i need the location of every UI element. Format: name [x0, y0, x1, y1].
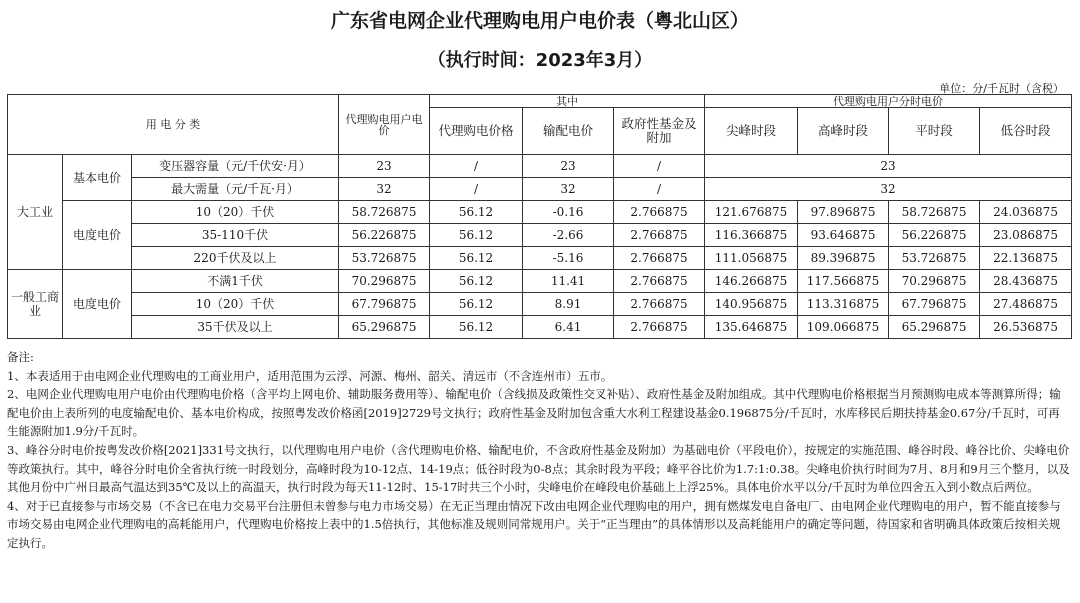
- page-subtitle: （执行时间：2023年3月）: [427, 50, 653, 71]
- header-high: 高峰时段: [798, 108, 889, 155]
- table-row: [8, 270, 1072, 293]
- header-flat: 平时段: [889, 108, 980, 155]
- row-label: 220千伏及以上: [132, 247, 339, 270]
- cell-purchase: 56.12: [430, 316, 523, 339]
- cell-valley: 27.486875: [980, 293, 1072, 316]
- cell-trans: 8.91: [523, 293, 614, 316]
- cell-peak: 116.366875: [705, 224, 798, 247]
- cell-trans: -2.66: [523, 224, 614, 247]
- group-energy-price-general: 电度电价: [63, 270, 132, 339]
- header-among: 其中: [430, 95, 705, 108]
- page-title: 广东省电网企业代理购电用户电价表（粤北山区）: [330, 10, 749, 32]
- cell-peak: 111.056875: [705, 247, 798, 270]
- group-general: 一般工商业: [8, 270, 63, 339]
- cell-agent: 23: [339, 155, 430, 178]
- cell-agent: 67.796875: [339, 293, 430, 316]
- cell-valley: 24.036875: [980, 201, 1072, 224]
- row-label: 最大需量（元/千瓦·月）: [132, 178, 339, 201]
- table-row: [8, 316, 1072, 339]
- note-item: 1、本表适用于由电网企业代理购电的工商业用户，适用范围为云浮、河源、梅州、韶关、清远市（不含连州市）五市。: [7, 368, 613, 383]
- cell-fund: /: [614, 155, 705, 178]
- header-valley: 低谷时段: [980, 108, 1072, 155]
- header-agent-price: 代理购电用户电价: [339, 95, 430, 155]
- note-item: 4、对于已直接参与市场交易（不含已在电力交易平台注册但未曾参与电力市场交易）在无正当理由情况下改由电网企业代理购电的用户，拥有燃煤发电自备电厂、由电网企业代理购电的用户，暂不能直接参与市场交易由电网企业代理购电的高耗能用户，代理购电价格按上表中的1.5倍执行，其他标准及规则同常规用户。关于“正当理由”的具体情形以及高耗能用户的确定等问题，待国家和省明确具体政策后按相关规定执行。: [7, 498, 1061, 550]
- table-row: [8, 224, 1072, 247]
- row-label: 35千伏及以上: [132, 316, 339, 339]
- cell-peak: 146.266875: [705, 270, 798, 293]
- cell-peak: 121.676875: [705, 201, 798, 224]
- cell-agent: 32: [339, 178, 430, 201]
- table-row: [8, 247, 1072, 270]
- cell-high: 89.396875: [798, 247, 889, 270]
- notes-section: [7, 348, 1071, 553]
- cell-purchase: /: [430, 178, 523, 201]
- header-peak: 尖峰时段: [705, 108, 798, 155]
- cell-trans: 23: [523, 155, 614, 178]
- table-row: [8, 178, 1072, 201]
- note-item: 2、电网企业代理购电用户电价由代理购电价格（含平均上网电价、辅助服务费用等）、输配电价（含线损及政策性交叉补贴）、政府性基金及附加组成。其中代理购电价格根据当月预测购电成本等测算所得；输配电价由上表所列的电度输配电价、基本电价构成，按照粤发改价格函[2019]2729号文执行；政府性基金及附加包含重大水利工程建设基金0.196875分/千瓦时，水库移民后期扶持基金0.67分/千瓦时，可再生能源附加1.9分/千瓦时。: [7, 387, 1061, 439]
- cell-high: 109.066875: [798, 316, 889, 339]
- cell-high: 117.566875: [798, 270, 889, 293]
- cell-trans: 11.41: [523, 270, 614, 293]
- cell-valley: 28.436875: [980, 270, 1072, 293]
- header-transmission-price: 输配电价: [523, 108, 614, 155]
- header-agent-purchase-price: 代理购电价格: [430, 108, 523, 155]
- cell-purchase: 56.12: [430, 201, 523, 224]
- cell-purchase: /: [430, 155, 523, 178]
- cell-flat: 58.726875: [889, 201, 980, 224]
- table-row: [8, 201, 1072, 224]
- table-row: [8, 155, 1072, 178]
- cell-valley: 26.536875: [980, 316, 1072, 339]
- cell-flat: 53.726875: [889, 247, 980, 270]
- note-item: 3、峰谷分时电价按粤发改价格[2021]331号文执行，以代理购电用户电价（含代理购电价格、输配电价，不含政府性基金及附加）为基础电价（平段电价），按规定的实施范围、峰谷时段、峰谷比价、尖峰电价等政策执行。其中，峰谷分时电价全省执行统一时段划分，高峰时段为10-12点、14-19点；低谷时段为0-8点；其余时段为平段；峰平谷比价为1.7:1:0.38。尖峰电价执行时间为7月、8月和9月三个整月，以及其他月份中广州日最高气温达到35℃及以上的高温天，执行时段为每天11-12时、15-17时共三个小时，尖峰电价在峰段电价基础上上浮25%。具体电价水平以分/千瓦时为单位四舍五入到小数点后两位。: [7, 442, 1070, 495]
- cell-purchase: 56.12: [430, 293, 523, 316]
- cell-trans: 32: [523, 178, 614, 201]
- cell-fund: 2.766875: [614, 201, 705, 224]
- cell-high: 113.316875: [798, 293, 889, 316]
- cell-agent: 58.726875: [339, 201, 430, 224]
- cell-valley: 22.136875: [980, 247, 1072, 270]
- cell-agent: 56.226875: [339, 224, 430, 247]
- cell-high: 97.896875: [798, 201, 889, 224]
- cell-valley: 23.086875: [980, 224, 1072, 247]
- cell-tou: 23: [705, 155, 1072, 178]
- cell-peak: 140.956875: [705, 293, 798, 316]
- row-label: 不满1千伏: [132, 270, 339, 293]
- cell-flat: 67.796875: [889, 293, 980, 316]
- row-label: 变压器容量（元/千伏安·月）: [132, 155, 339, 178]
- cell-fund: 2.766875: [614, 293, 705, 316]
- cell-fund: 2.766875: [614, 247, 705, 270]
- cell-flat: 70.296875: [889, 270, 980, 293]
- cell-trans: -5.16: [523, 247, 614, 270]
- cell-flat: 56.226875: [889, 224, 980, 247]
- cell-agent: 53.726875: [339, 247, 430, 270]
- cell-fund: /: [614, 178, 705, 201]
- cell-agent: 70.296875: [339, 270, 430, 293]
- cell-purchase: 56.12: [430, 270, 523, 293]
- cell-flat: 65.296875: [889, 316, 980, 339]
- cell-fund: 2.766875: [614, 316, 705, 339]
- cell-peak: 135.646875: [705, 316, 798, 339]
- price-table: [7, 94, 1072, 339]
- row-label: 10（20）千伏: [132, 201, 339, 224]
- table-row: [8, 293, 1072, 316]
- cell-trans: -0.16: [523, 201, 614, 224]
- group-large-industry: 大工业: [8, 155, 63, 270]
- cell-trans: 6.41: [523, 316, 614, 339]
- cell-purchase: 56.12: [430, 247, 523, 270]
- unit-note: 单位：分/千瓦时（含税）: [939, 82, 1064, 95]
- group-basic-price: 基本电价: [63, 155, 132, 201]
- cell-tou: 32: [705, 178, 1072, 201]
- row-label: 10（20）千伏: [132, 293, 339, 316]
- cell-purchase: 56.12: [430, 224, 523, 247]
- cell-high: 93.646875: [798, 224, 889, 247]
- cell-fund: 2.766875: [614, 224, 705, 247]
- header-tou-group: 代理购电用户分时电价: [705, 95, 1072, 108]
- row-label: 35-110千伏: [132, 224, 339, 247]
- cell-fund: 2.766875: [614, 270, 705, 293]
- cell-agent: 65.296875: [339, 316, 430, 339]
- header-gov-fund: 政府性基金及附加: [614, 108, 705, 155]
- notes-heading: 备注:: [7, 350, 34, 364]
- group-energy-price: 电度电价: [63, 201, 132, 270]
- header-category: 用 电 分 类: [8, 95, 339, 155]
